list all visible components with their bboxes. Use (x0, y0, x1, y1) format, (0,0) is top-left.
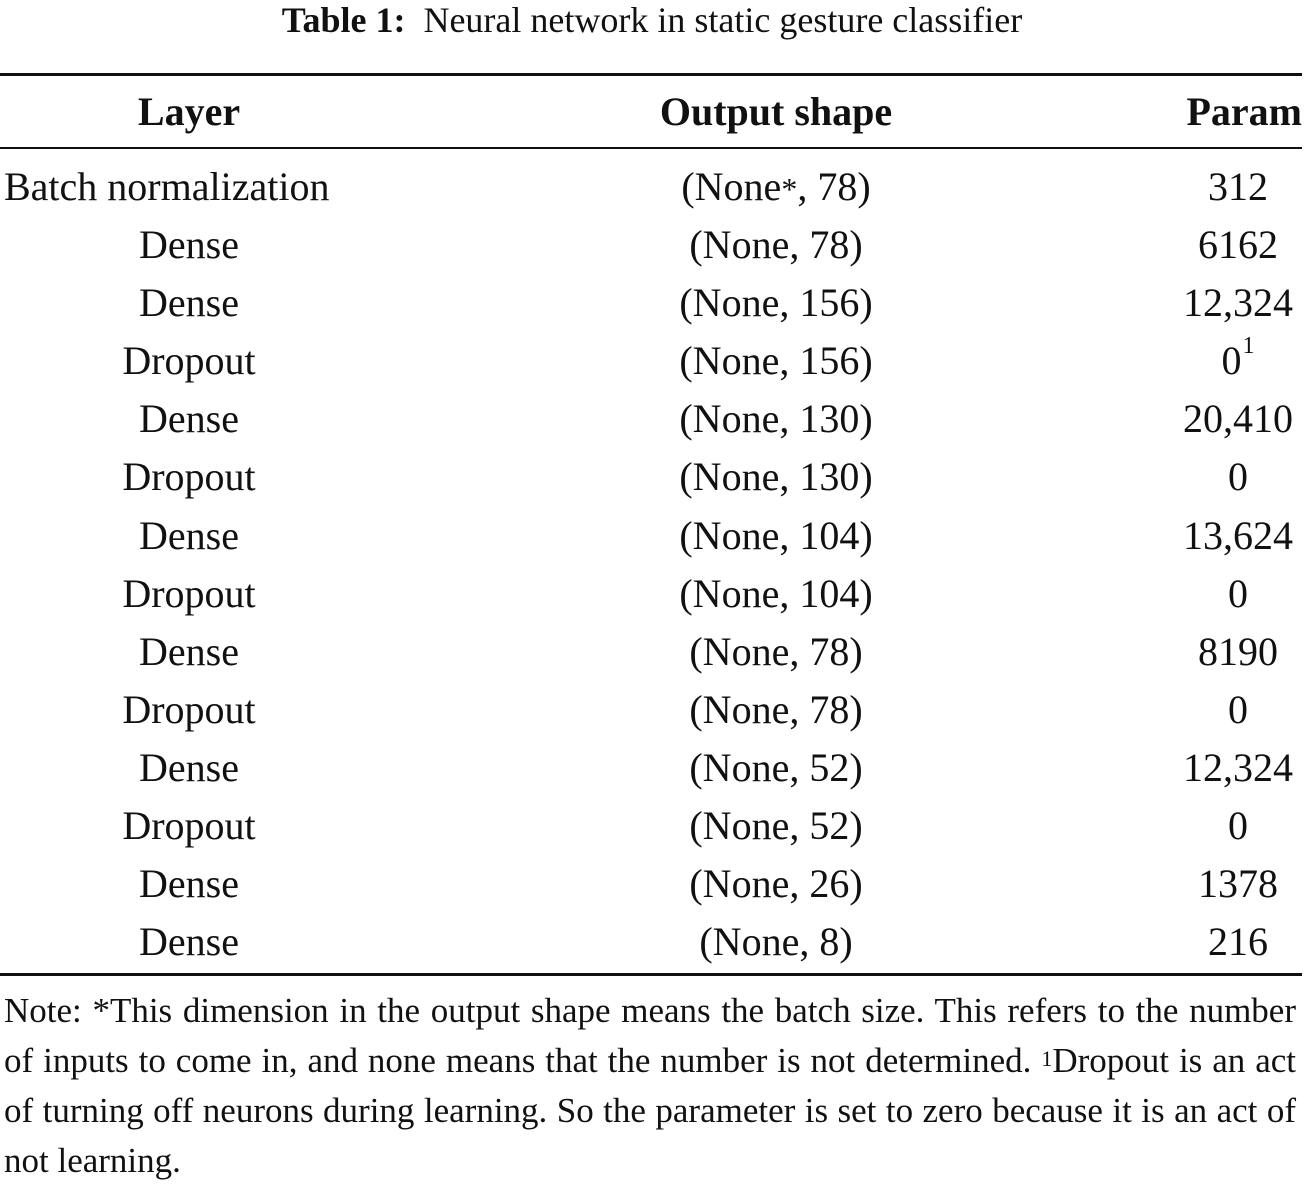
cell-layer: Dense (139, 628, 239, 674)
param-value: 312 (1208, 164, 1268, 209)
table-note (4, 986, 1296, 1186)
cell-output-shape (548, 797, 1004, 855)
cell-param (1172, 797, 1304, 855)
cell-param (1172, 448, 1304, 506)
param-footnote-marker: 1 (1242, 333, 1255, 360)
cell-layer: Dense (139, 280, 239, 326)
param-value: 20,410 (1183, 396, 1293, 442)
table-row (0, 332, 1304, 390)
shape-text: (None, 78) (689, 222, 863, 268)
cell-param (1172, 739, 1304, 797)
table-row (0, 507, 1304, 565)
cell-param (1172, 332, 1304, 390)
param-value: 0 (1228, 803, 1248, 849)
cell-output-shape (548, 448, 1004, 506)
shape-text: (None (681, 164, 782, 209)
table-top-rule (0, 73, 1302, 76)
note-text-2: Dropout is an act of turning off neurons during learning. So the parameter is set to zero because it is an act of not learning. (4, 1041, 1297, 1180)
cell-param (1172, 565, 1304, 623)
note-footnote-marker: 1 (1041, 1046, 1053, 1071)
table-row (0, 448, 1304, 506)
caption-title: Neural network in static gesture classifier (423, 0, 1023, 40)
param-value: 0 (1221, 338, 1242, 384)
cell-output-shape (548, 216, 1004, 274)
note-text-1: Note: *This dimension in the output shape means the batch size. This refers to the number of inputs to come in, and none means that the number is not determined. (4, 991, 1296, 1080)
cell-output-shape (548, 507, 1004, 565)
header-output-shape: Output shape (659, 89, 893, 134)
cell-layer: Dense (139, 744, 239, 790)
table-row (0, 565, 1304, 623)
cell-layer: Dense (139, 222, 239, 268)
cell-output-shape (548, 739, 1004, 797)
cell-output-shape (548, 681, 1004, 739)
cell-layer: Dense (139, 919, 239, 965)
shape-text: (None, 130) (679, 454, 873, 500)
table-row (0, 623, 1304, 681)
cell-output-shape (548, 913, 1004, 971)
shape-text-suffix: , 78) (797, 164, 871, 209)
caption-label: Table 1: (281, 0, 406, 40)
table-body (0, 158, 1304, 971)
shape-text: (None, 8) (699, 919, 853, 965)
cell-layer: Dropout (122, 338, 256, 384)
table-header-row (0, 88, 1304, 144)
param-value: 0 (1228, 454, 1248, 500)
shape-footnote-marker: * (781, 171, 798, 207)
header-param: Param (1186, 89, 1302, 134)
cell-param (1172, 274, 1304, 332)
cell-layer: Dropout (122, 570, 256, 616)
cell-param (1172, 390, 1304, 448)
table-row (0, 216, 1304, 274)
header-layer: Layer (137, 89, 241, 134)
table-header-rule (0, 147, 1302, 149)
table-caption (0, 0, 1304, 40)
shape-text: (None, 26) (689, 861, 863, 907)
shape-text: (None, 104) (679, 570, 873, 616)
shape-text: (None, 156) (679, 280, 873, 326)
cell-output-shape (548, 332, 1004, 390)
shape-text: (None, 52) (689, 803, 863, 849)
cell-layer: Dense (139, 861, 239, 907)
table-bottom-rule (0, 973, 1302, 976)
cell-output-shape (548, 390, 1004, 448)
param-value: 216 (1208, 919, 1268, 965)
param-value: 0 (1228, 686, 1248, 732)
shape-text: (None, 78) (689, 686, 863, 732)
cell-layer: Dropout (122, 686, 256, 732)
param-value: 0 (1228, 570, 1248, 616)
param-value: 12,324 (1183, 744, 1293, 790)
cell-param (1172, 507, 1304, 565)
table-row (0, 739, 1304, 797)
param-value: 6162 (1198, 222, 1278, 268)
cell-layer: Dense (139, 512, 239, 558)
cell-layer: Dropout (122, 454, 256, 500)
table-row (0, 390, 1304, 448)
table-row (0, 855, 1304, 913)
cell-output-shape (548, 623, 1004, 681)
shape-text: (None, 130) (679, 396, 873, 442)
param-value: 8190 (1198, 628, 1278, 674)
param-value: 12,324 (1183, 280, 1293, 326)
param-value: 13,624 (1183, 512, 1293, 558)
table-row (0, 913, 1304, 971)
param-value: 1378 (1198, 861, 1278, 907)
cell-layer: Batch normalization (4, 164, 330, 209)
table-row (0, 274, 1304, 332)
cell-param (1172, 681, 1304, 739)
cell-layer: Dropout (122, 803, 256, 849)
table-row (0, 681, 1304, 739)
shape-text: (None, 104) (679, 512, 873, 558)
cell-param (1172, 623, 1304, 681)
cell-param (1172, 158, 1304, 216)
cell-output-shape (548, 274, 1004, 332)
cell-output-shape (548, 565, 1004, 623)
table-row (0, 158, 1304, 216)
table-row (0, 797, 1304, 855)
shape-text: (None, 78) (689, 628, 863, 674)
shape-text: (None, 52) (689, 744, 863, 790)
cell-param (1172, 855, 1304, 913)
cell-layer: Dense (139, 396, 239, 442)
cell-param (1172, 216, 1304, 274)
cell-output-shape (548, 158, 1004, 218)
cell-param (1172, 913, 1304, 971)
cell-output-shape (548, 855, 1004, 913)
shape-text: (None, 156) (679, 338, 873, 384)
